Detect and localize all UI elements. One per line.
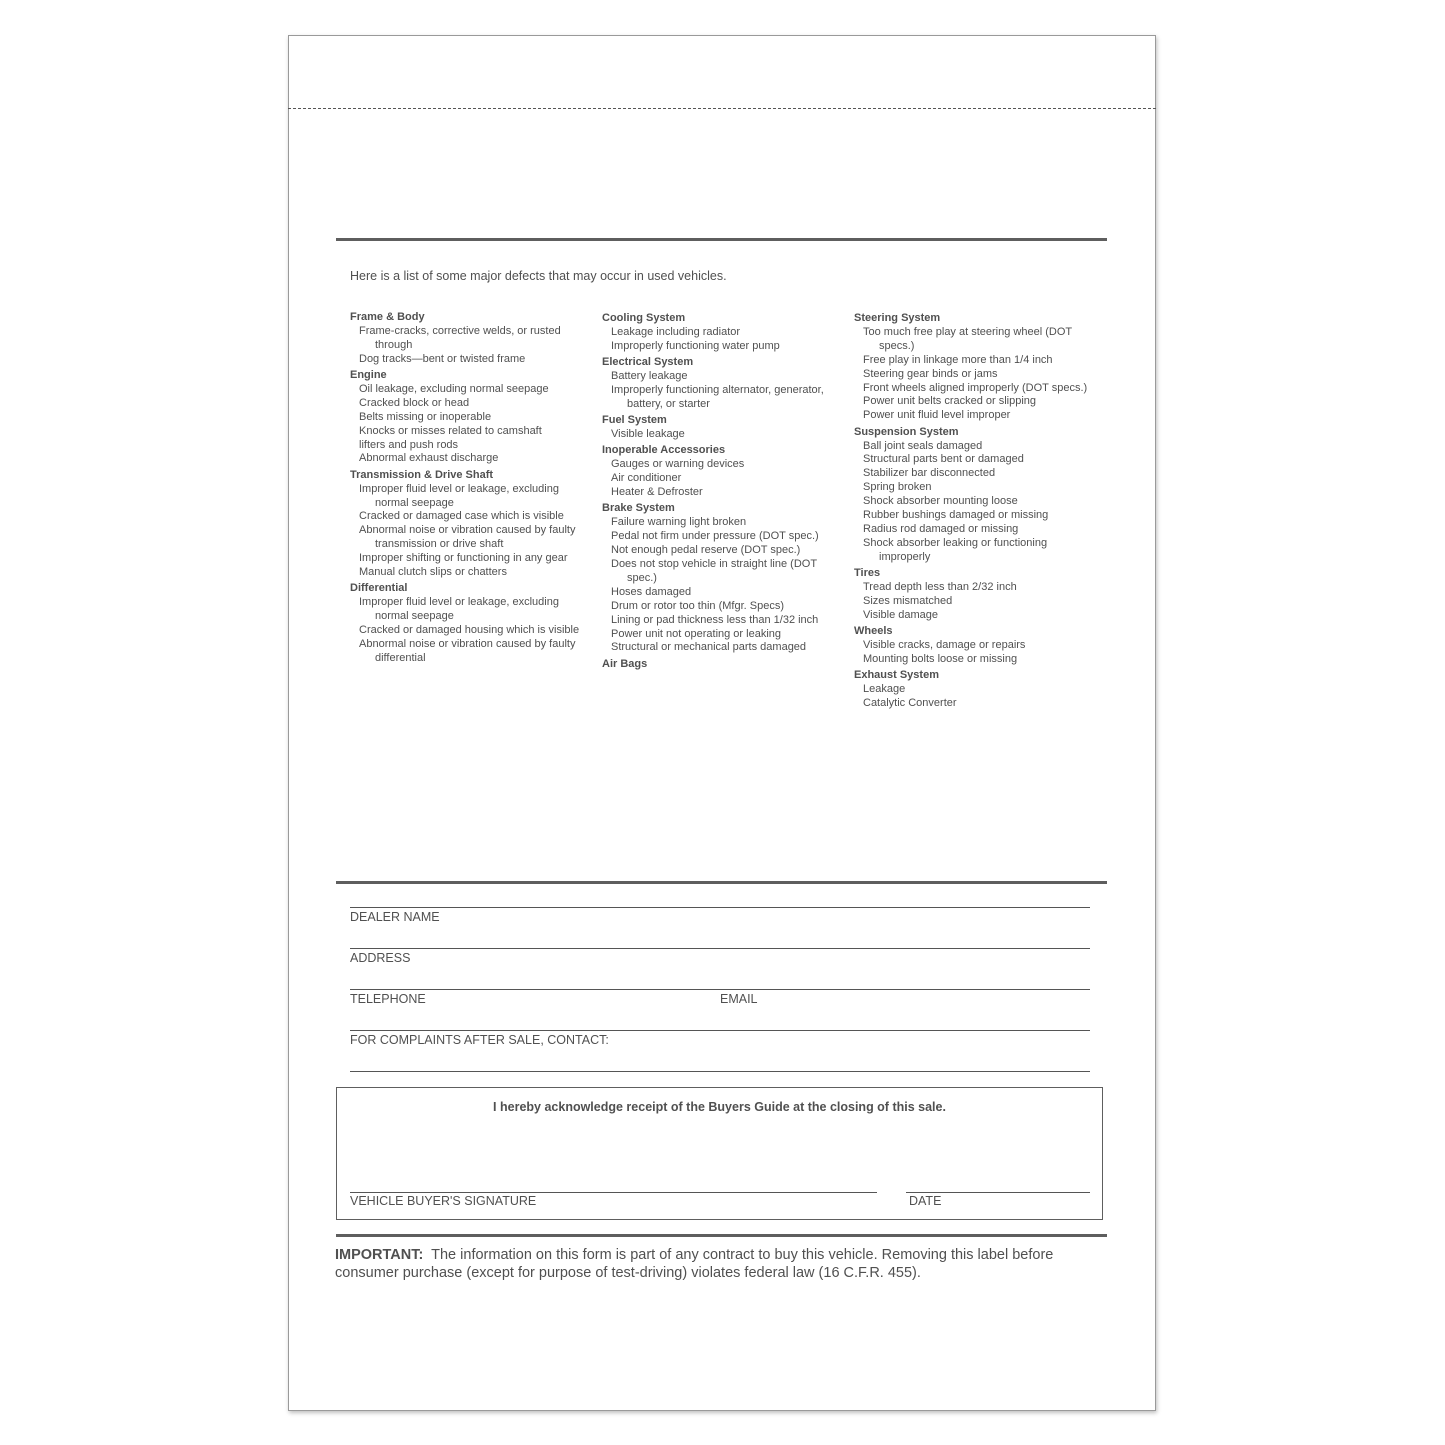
defect-item: Abnormal exhaust discharge [359,452,499,465]
defect-category: Transmission & Drive Shaft [350,468,494,481]
defect-item: Stabilizer bar disconnected [863,467,996,480]
defect-item: Tread depth less than 2/32 inch [863,581,1017,593]
defect-item: Hoses damaged [611,585,692,598]
defect-item: Improperly functioning water pump [611,339,780,352]
defect-item: Failure warning light broken [611,516,747,529]
date-label: DATE [909,1194,942,1208]
defect-item: Improper fluid level or leakage, excluding normal seepage [359,482,559,509]
defect-item: Shock absorber mounting loose [863,495,1018,508]
defect-category: Brake System [602,502,675,515]
defect-item: Visible leakage [611,428,685,441]
important-label: IMPORTANT: [335,1247,424,1263]
signature-line[interactable] [350,1192,877,1193]
defect-category: Tires [854,567,881,580]
defect-item: Improper fluid level or leakage, excluding normal seepage [359,596,559,623]
defect-category: Cooling System [602,312,686,324]
address-line[interactable] [350,948,1090,949]
defect-item: Free play in linkage more than 1/4 inch [863,353,1053,366]
complaints-label: FOR COMPLAINTS AFTER SALE, CONTACT: [350,1033,609,1047]
defect-item: Abnormal noise or vibration caused by faulty transmission or drive shaft [359,524,576,551]
defect-item: Catalytic Converter [863,697,957,710]
defect-category: Engine [350,369,387,382]
defect-item: Battery leakage [611,370,688,383]
defect-item: Oil leakage, excluding normal seepage [359,382,549,395]
defect-item: Leakage [863,683,906,696]
defect-category: Electrical System [602,356,694,369]
defect-item: Leakage including radiator [611,325,741,338]
signature-label: VEHICLE BUYER'S SIGNATURE [350,1194,537,1208]
defect-item: Sizes mismatched [863,594,953,607]
defect-category: Frame & Body [350,311,425,323]
defect-item: Shock absorber leaking or functioning improperly [863,536,1048,563]
defects-intro: Here is a list of some major defects that may occur in used vehicles. [350,269,727,283]
defect-item: Pedal not firm under pressure (DOT spec.) [611,530,819,543]
defect-item: Improper shifting or functioning in any gear [359,552,568,565]
telephone-email-line[interactable] [350,989,1090,990]
defect-item: Improperly functioning alternator, generator, battery, or starter [611,383,824,410]
dealer-name-line[interactable] [350,907,1090,908]
defect-item: Does not stop vehicle in straight line (DOT spec.) [611,557,817,584]
defect-item: Drum or rotor too thin (Mfgr. Specs) [611,599,784,612]
defect-item: Radius rod damaged or missing [863,522,1019,535]
acknowledgement-text: I hereby acknowledge receipt of the Buyers Guide at the closing of this sale. [493,1100,946,1114]
defect-item: Visible cracks, damage or repairs [863,639,1026,652]
defects-column-2 [602,312,847,672]
defect-item: Gauges or warning devices [611,458,745,471]
defect-item: Cracked or damaged housing which is visible [359,624,580,637]
defect-item: Cracked or damaged case which is visible [359,510,564,523]
defect-item: Not enough pedal reserve (DOT spec.) [611,544,801,557]
important-text: The information on this form is part of any contract to buy this vehicle. Removing this label before consumer purchase (except for purpose of test-driving) violates federal law (16 C.F.R. 455). [335,1247,1054,1281]
defect-item: Structural parts bent or damaged [863,453,1024,466]
defect-item: Cracked block or head [359,396,470,409]
form-top-rule [336,881,1107,884]
defects-column-3 [854,312,1099,711]
defect-item: Belts missing or inoperable [359,410,492,423]
defect-category: Air Bags [602,657,648,670]
defect-category: Wheels [854,625,893,638]
address-label: ADDRESS [350,951,411,965]
defect-item: Too much free play at steering wheel (DOT specs.) [863,325,1072,352]
defect-category: Suspension System [854,425,959,438]
defect-item: lifters and push rods [359,438,459,451]
date-line[interactable] [906,1192,1090,1193]
defect-item: Front wheels aligned improperly (DOT specs.) [863,381,1088,394]
defect-item: Power unit fluid level improper [863,409,1011,422]
dealer-name-label: DEALER NAME [350,910,440,924]
defect-item: Dog tracks—bent or twisted frame [359,352,526,365]
defect-category: Steering System [854,312,941,324]
defect-item: Spring broken [863,481,932,494]
defect-item: Abnormal noise or vibration caused by faulty differential [359,638,576,664]
defect-category: Differential [350,582,408,595]
defects-column-1 [350,311,595,666]
top-rule [336,238,1107,241]
defect-item: Heater & Defroster [611,486,703,499]
complaints-line[interactable] [350,1030,1090,1031]
telephone-label: TELEPHONE [350,992,426,1006]
defect-item: Steering gear binds or jams [863,367,998,380]
email-label: EMAIL [720,992,758,1006]
defect-item: Power unit not operating or leaking [611,627,781,640]
defect-item: Visible damage [863,608,939,621]
defect-item: Knocks or misses related to camshaft [359,424,542,437]
perforation-line [288,108,1156,109]
defect-item: Air conditioner [611,472,682,485]
defect-item: Structural or mechanical parts damaged [611,641,807,654]
defect-item: Frame-cracks, corrective welds, or rusted through [359,324,561,351]
defect-item: Manual clutch slips or chatters [359,566,507,579]
defect-item: Mounting bolts loose or missing [863,652,1018,665]
defect-category: Inoperable Accessories [602,444,726,457]
important-notice [335,1246,1105,1282]
defect-item: Ball joint seals damaged [863,439,983,452]
defect-category: Exhaust System [854,669,939,682]
defect-category: Fuel System [602,414,667,427]
defect-item: Power unit belts cracked or slipping [863,395,1037,408]
bottom-rule [336,1234,1107,1237]
defect-item: Lining or pad thickness less than 1/32 inch [611,613,819,626]
defect-item: Rubber bushings damaged or missing [863,509,1049,522]
complaints-contact-line[interactable] [350,1071,1090,1072]
